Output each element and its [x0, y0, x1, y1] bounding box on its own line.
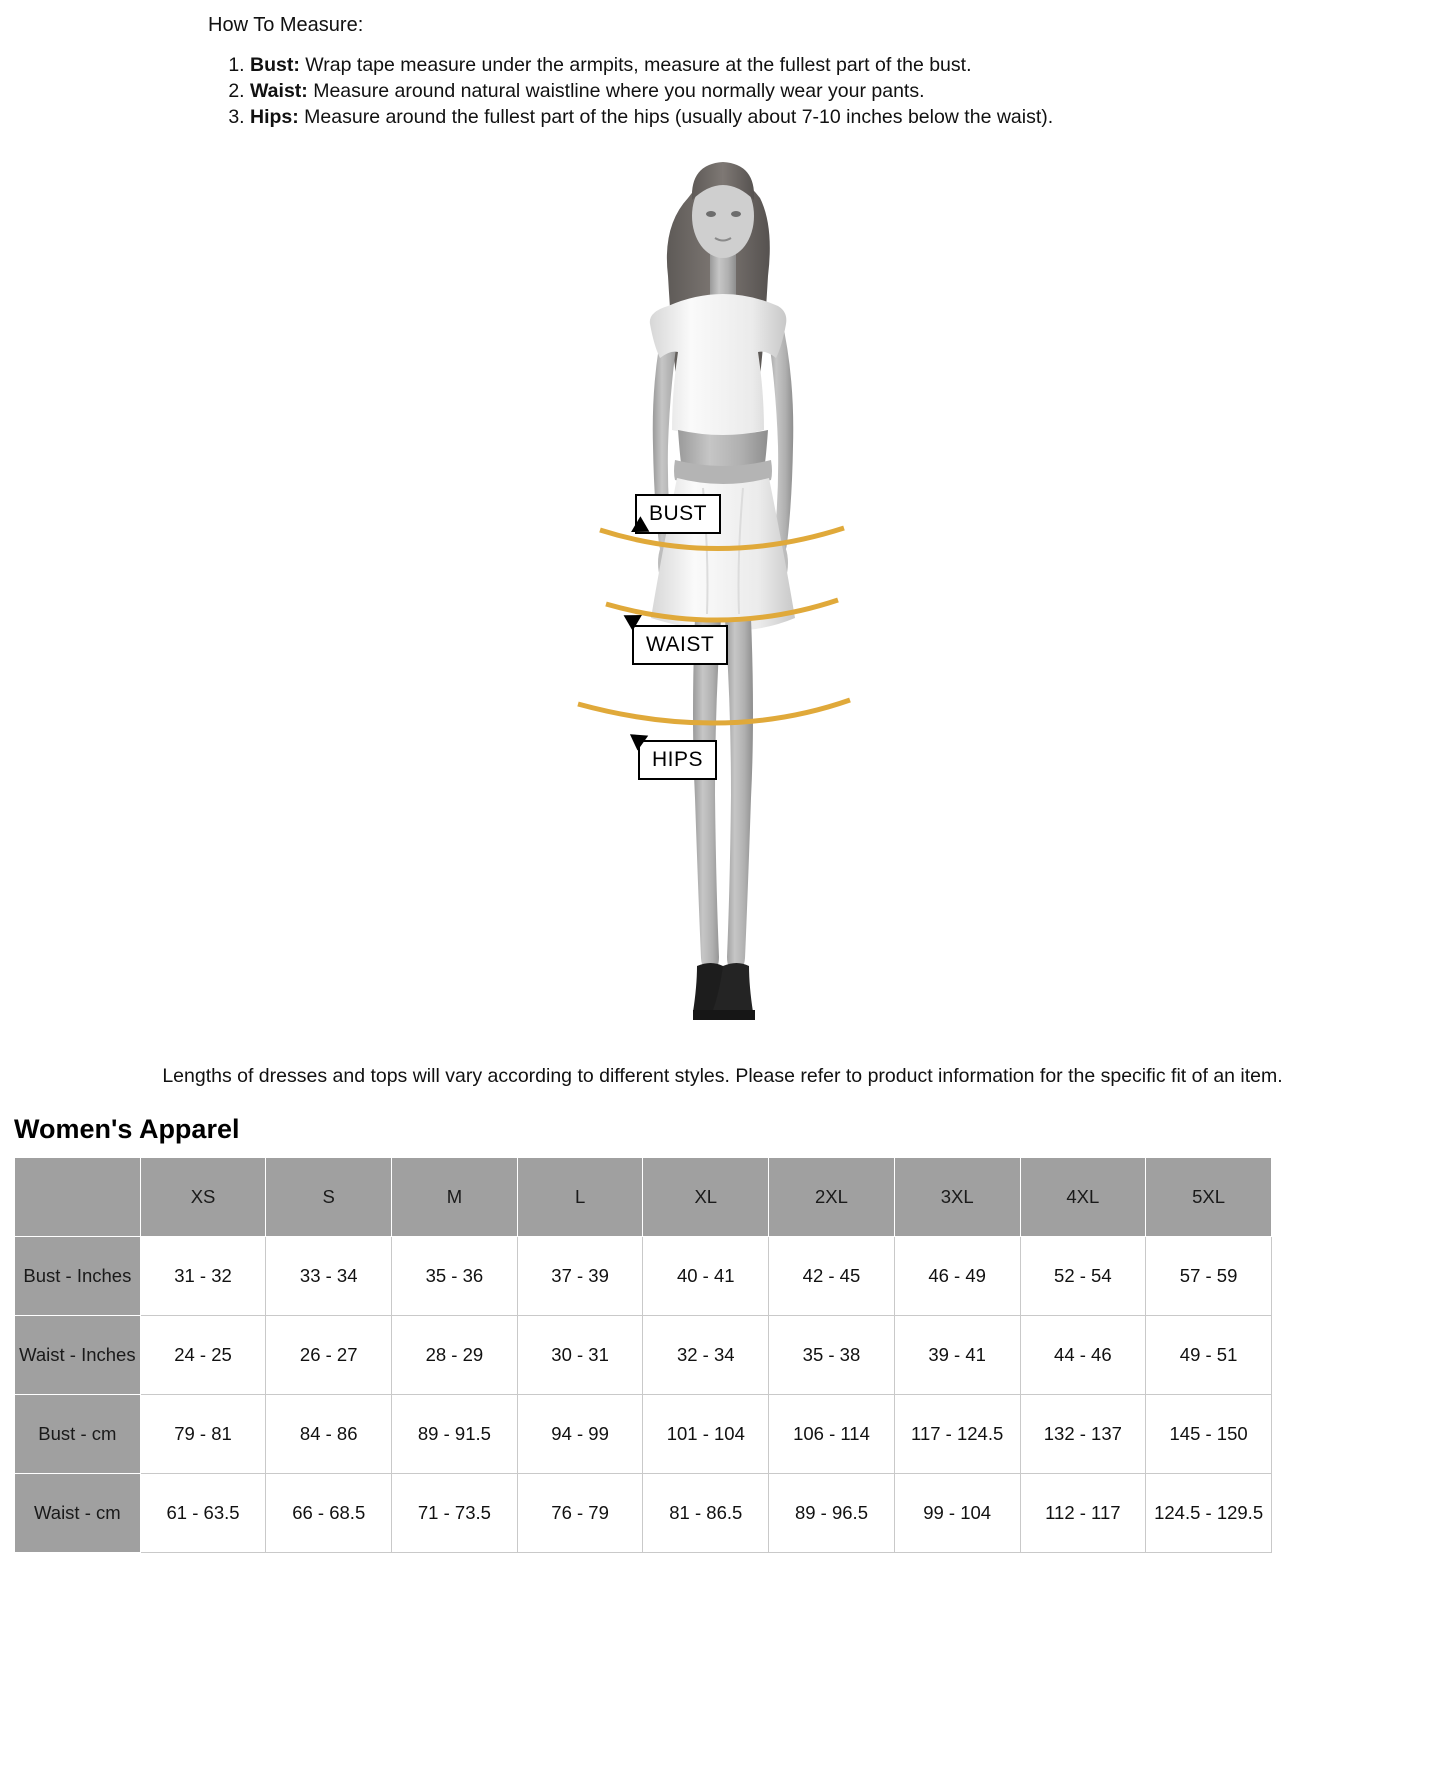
how-to-measure-list: [0, 53, 1445, 130]
cell-waist-inches-4xl: 44 - 46: [1020, 1316, 1146, 1395]
step-text-hips: Measure around the fullest part of the hips (usually about 7-10 inches below the waist).: [298, 106, 1054, 128]
column-header-4xl: 4XL: [1020, 1158, 1146, 1237]
step-text-bust: Wrap tape measure under the armpits, measure at the fullest part of the bust.: [299, 54, 972, 76]
column-header-5xl: 5XL: [1146, 1158, 1272, 1237]
cell-bust-cm-s: 84 - 86: [266, 1395, 392, 1474]
hips-label: HIPS: [638, 740, 717, 780]
cell-waist-cm-5xl: 124.5 - 129.5: [1146, 1474, 1272, 1553]
cell-bust-inches-3xl: 46 - 49: [894, 1237, 1020, 1316]
cell-bust-cm-m: 89 - 91.5: [392, 1395, 518, 1474]
cell-bust-cm-2xl: 106 - 114: [769, 1395, 895, 1474]
column-header-xs: XS: [140, 1158, 266, 1237]
cell-waist-cm-3xl: 99 - 104: [894, 1474, 1020, 1553]
cell-bust-inches-l: 37 - 39: [517, 1237, 643, 1316]
table-row: [15, 1474, 1272, 1553]
column-header-m: M: [392, 1158, 518, 1237]
row-label-bust-inches: Bust - Inches: [15, 1237, 141, 1316]
table-corner-cell: [15, 1158, 141, 1237]
cell-bust-cm-3xl: 117 - 124.5: [894, 1395, 1020, 1474]
waist-label: WAIST: [632, 625, 728, 665]
measurement-figure: [0, 138, 1445, 1063]
column-header-xl: XL: [643, 1158, 769, 1237]
figure-caption: Lengths of dresses and tops will vary according to different styles. Please refer to product information for the specific fit of an item.: [162, 1065, 1283, 1087]
cell-bust-inches-5xl: 57 - 59: [1146, 1237, 1272, 1316]
table-row: [15, 1316, 1272, 1395]
how-to-measure-step: [250, 53, 1445, 78]
cell-waist-cm-2xl: 89 - 96.5: [769, 1474, 895, 1553]
cell-waist-cm-m: 71 - 73.5: [392, 1474, 518, 1553]
cell-waist-inches-l: 30 - 31: [517, 1316, 643, 1395]
cell-bust-inches-4xl: 52 - 54: [1020, 1237, 1146, 1316]
cell-bust-inches-2xl: 42 - 45: [769, 1237, 895, 1316]
cell-bust-cm-xl: 101 - 104: [643, 1395, 769, 1474]
tape-lines: [0, 138, 1445, 1063]
step-term-bust: Bust:: [250, 54, 300, 76]
step-term-hips: Hips:: [250, 106, 299, 128]
cell-waist-cm-xl: 81 - 86.5: [643, 1474, 769, 1553]
step-term-waist: Waist:: [250, 80, 308, 102]
row-label-waist-inches: Waist - Inches: [15, 1316, 141, 1395]
cell-waist-inches-s: 26 - 27: [266, 1316, 392, 1395]
cell-waist-cm-s: 66 - 68.5: [266, 1474, 392, 1553]
cell-waist-inches-xs: 24 - 25: [140, 1316, 266, 1395]
column-header-s: S: [266, 1158, 392, 1237]
cell-bust-cm-5xl: 145 - 150: [1146, 1395, 1272, 1474]
cell-bust-inches-xs: 31 - 32: [140, 1237, 266, 1316]
table-row: [15, 1395, 1272, 1474]
column-header-2xl: 2XL: [769, 1158, 895, 1237]
hips-tape-line: [578, 700, 850, 723]
bust-label: BUST: [635, 494, 721, 534]
column-header-l: L: [517, 1158, 643, 1237]
cell-bust-inches-s: 33 - 34: [266, 1237, 392, 1316]
size-chart-table: [14, 1157, 1272, 1553]
how-to-measure-title: How To Measure:: [208, 14, 364, 36]
how-to-measure-step: [250, 79, 1445, 104]
section-title: Women's Apparel: [14, 1114, 240, 1144]
cell-bust-inches-xl: 40 - 41: [643, 1237, 769, 1316]
cell-bust-inches-m: 35 - 36: [392, 1237, 518, 1316]
cell-waist-inches-2xl: 35 - 38: [769, 1316, 895, 1395]
cell-waist-inches-m: 28 - 29: [392, 1316, 518, 1395]
how-to-measure-step: [250, 105, 1445, 130]
row-label-bust-cm: Bust - cm: [15, 1395, 141, 1474]
step-text-waist: Measure around natural waistline where you normally wear your pants.: [307, 80, 925, 102]
cell-waist-inches-3xl: 39 - 41: [894, 1316, 1020, 1395]
cell-waist-inches-xl: 32 - 34: [643, 1316, 769, 1395]
cell-waist-cm-l: 76 - 79: [517, 1474, 643, 1553]
table-header-row: [15, 1158, 1272, 1237]
cell-bust-cm-xs: 79 - 81: [140, 1395, 266, 1474]
row-label-waist-cm: Waist - cm: [15, 1474, 141, 1553]
table-row: [15, 1237, 1272, 1316]
cell-waist-inches-5xl: 49 - 51: [1146, 1316, 1272, 1395]
cell-waist-cm-4xl: 112 - 117: [1020, 1474, 1146, 1553]
cell-bust-cm-4xl: 132 - 137: [1020, 1395, 1146, 1474]
cell-bust-cm-l: 94 - 99: [517, 1395, 643, 1474]
cell-waist-cm-xs: 61 - 63.5: [140, 1474, 266, 1553]
size-guide-page: [0, 14, 1445, 1553]
column-header-3xl: 3XL: [894, 1158, 1020, 1237]
